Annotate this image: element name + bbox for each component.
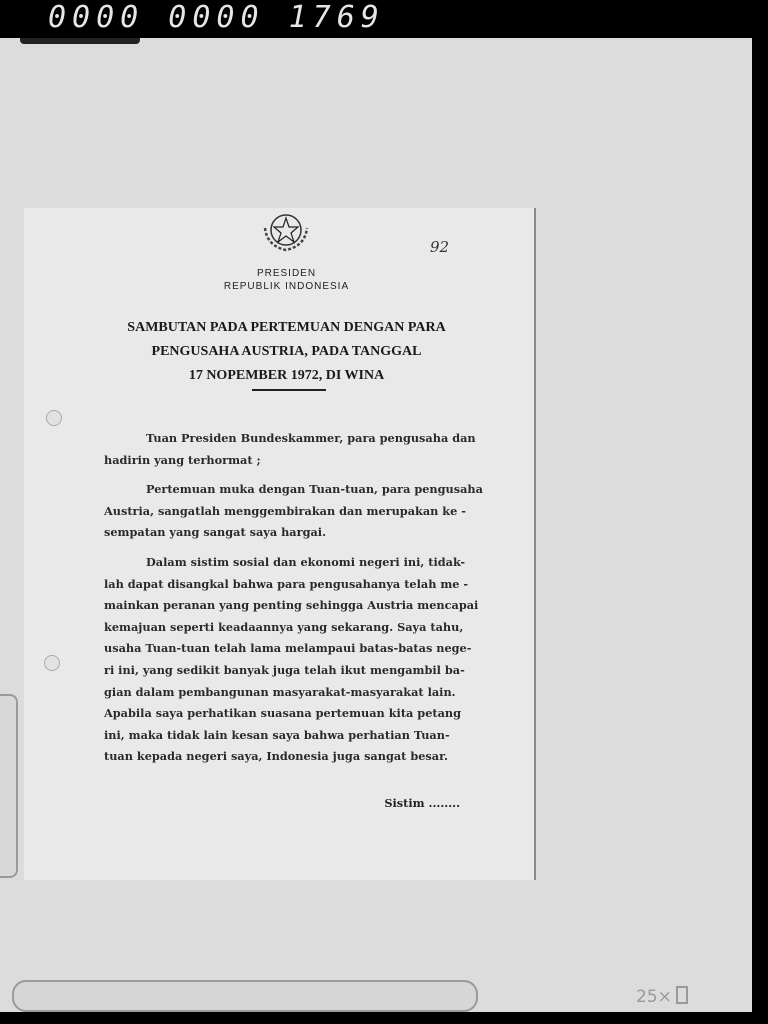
paragraph-line: Dalam sistim sosial dan ekonomi negeri ini, tidak- (146, 554, 466, 569)
paragraph-line: sempatan yang sangat saya hargai. (104, 525, 327, 540)
title-underline (252, 389, 326, 391)
paragraph-line: Tuan Presiden Bundeskammer, para pengusaha dan (146, 431, 476, 445)
paragraph-2 (104, 479, 488, 544)
speech-title-line2: PENGUSAHA AUSTRIA, PADA TANGGAL (151, 344, 422, 359)
film-ruler-strip (12, 980, 478, 1012)
film-border (752, 38, 768, 1024)
garuda-emblem-icon (257, 208, 315, 256)
magnification-value: 25× (636, 987, 672, 1007)
handwritten-page-note: 92 (430, 238, 450, 256)
paragraph-line: tuan kepada negeri saya, Indonesia juga sangat besar. (104, 749, 448, 764)
paragraph-line: gian dalam pembangunan masyarakat-masyarakat lain. (104, 684, 456, 699)
continuation-catchword: Sistim ........ (384, 796, 460, 810)
punch-hole (44, 655, 60, 671)
paragraph-line: Austria, sangatlah menggembirakan dan merupakan ke - (104, 503, 466, 518)
paragraph-3 (104, 552, 488, 768)
paragraph-line: hadirin yang terhormat ; (104, 452, 261, 467)
speech-title-line3: 17 NOPEMBER 1972, DI WINA (188, 368, 385, 383)
paragraph-line: lah dapat disangkal bahwa para pengusahanya telah me - (104, 576, 469, 591)
letterhead-line1: PRESIDEN (256, 268, 317, 279)
paragraph-1 (104, 428, 488, 471)
paragraph-line: Pertemuan muka dengan Tuan-tuan, para pengusaha (146, 482, 483, 497)
frame-marker-icon (676, 986, 688, 1004)
paragraph-line: Apabila saya perhatikan suasana pertemuan kita petang (104, 706, 462, 721)
film-frame-number: 0000 0000 1769 (48, 0, 385, 35)
torn-edge (20, 38, 140, 44)
side-tab (0, 694, 18, 878)
speech-title-line1: SAMBUTAN PADA PERTEMUAN DENGAN PARA (127, 320, 446, 335)
paragraph-line: usaha Tuan-tuan telah lama melampaui batas-batas nege- (104, 641, 472, 656)
paragraph-line: kemajuan seperti keadaannya yang sekarang. Saya tahu, (104, 619, 464, 634)
letter-page (24, 208, 536, 880)
magnification-label (636, 986, 688, 1007)
letterhead-line2: REPUBLIK INDONESIA (223, 281, 350, 292)
paragraph-line: ini, maka tidak lain kesan saya bahwa perhatian Tuan- (104, 727, 450, 742)
paragraph-line: mainkan peranan yang penting sehingga Austria mencapai (104, 598, 479, 613)
speech-body (104, 428, 488, 776)
paragraph-line: ri ini, yang sedikit banyak juga telah ikut mengambil ba- (104, 662, 465, 677)
punch-hole (46, 410, 62, 426)
